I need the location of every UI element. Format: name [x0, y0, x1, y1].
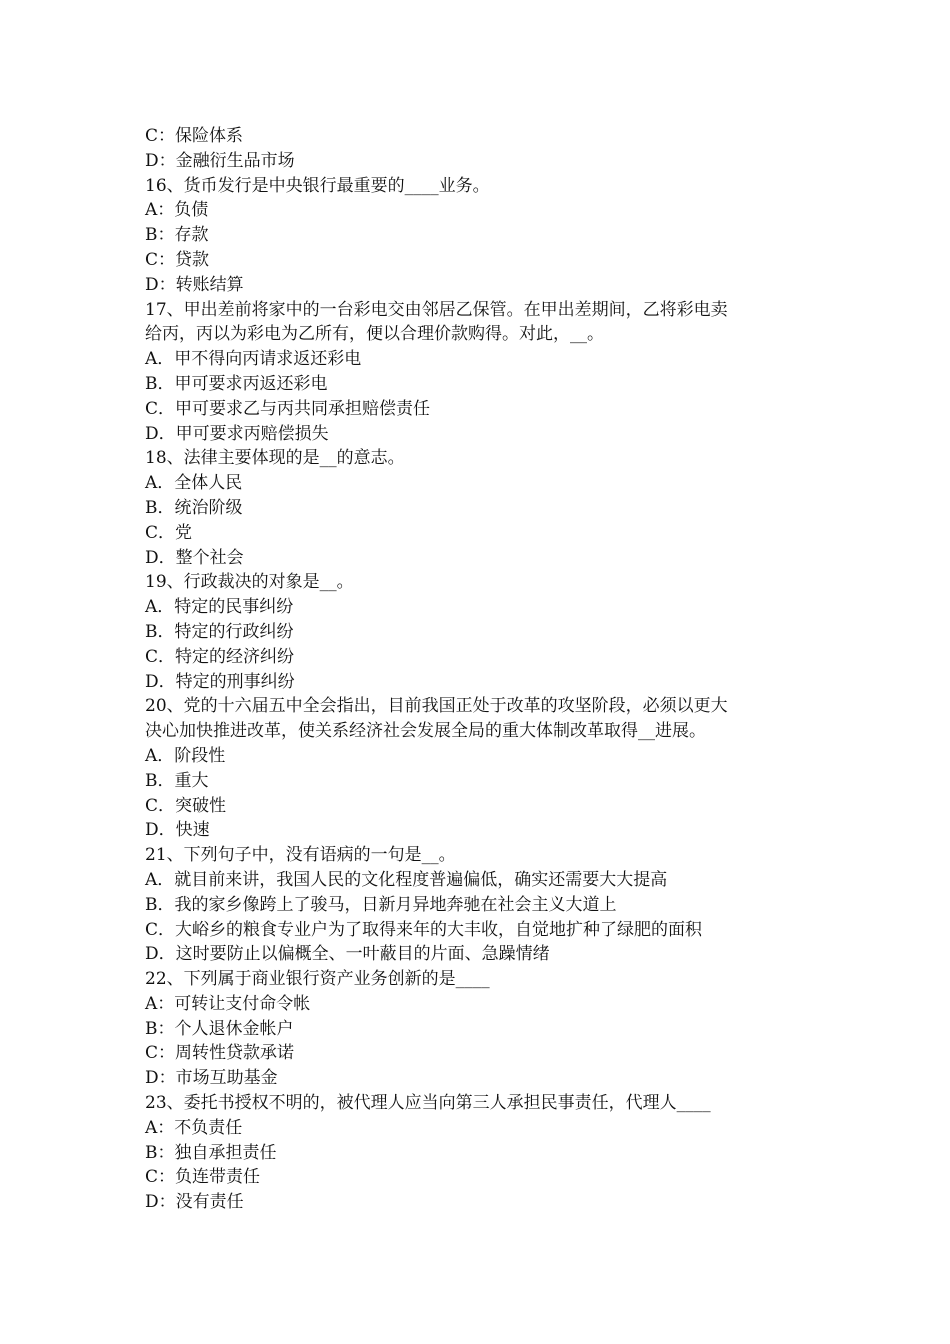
option-line: C．甲可要求乙与丙共同承担赔偿责任 — [145, 398, 431, 419]
option-line: C．特定的经济纠纷 — [145, 646, 295, 667]
question-line: 23、委托书授权不明的，被代理人应当向第三人承担民事责任，代理人____ — [145, 1093, 711, 1114]
question-line: 18、法律主要体现的是__的意志。 — [145, 448, 405, 469]
question-line: 17、甲出差前将家中的一台彩电交由邻居乙保管。在甲出差期间，乙将彩电卖 — [145, 299, 728, 320]
option-line: C：负连带责任 — [145, 1167, 261, 1188]
option-line: C．大峪乡的粮食专业户为了取得来年的大丰收，自觉地扩种了绿肥的面积 — [145, 919, 703, 940]
option-line: B．统治阶级 — [145, 497, 243, 518]
option-line: C．党 — [145, 522, 193, 543]
option-line: C：贷款 — [145, 249, 210, 270]
question-line: 19、行政裁决的对象是__。 — [145, 572, 354, 593]
option-line: B．我的家乡像跨上了骏马，日新月异地奔驰在社会主义大道上 — [145, 894, 617, 915]
option-line: D：金融衍生品市场 — [145, 150, 295, 171]
option-line: A：负债 — [145, 200, 209, 221]
option-line: A．甲不得向丙请求返还彩电 — [145, 349, 362, 370]
option-line: D．特定的刑事纠纷 — [145, 671, 295, 692]
option-line: A．特定的民事纠纷 — [145, 597, 294, 618]
option-line: D：没有责任 — [145, 1192, 244, 1213]
option-line: D．整个社会 — [145, 547, 244, 568]
option-line: D．这时要防止以偏概全、一叶蔽目的片面、急躁情绪 — [145, 944, 550, 965]
option-line: B：独自承担责任 — [145, 1142, 277, 1163]
option-line: A．全体人民 — [145, 473, 243, 494]
option-line: B．重大 — [145, 770, 209, 791]
option-line: A：可转让支付命令帐 — [145, 993, 311, 1014]
option-line: A：不负责任 — [145, 1117, 243, 1138]
option-line: D．快速 — [145, 820, 210, 841]
option-line: C：周转性贷款承诺 — [145, 1043, 295, 1064]
option-line: D：市场互助基金 — [145, 1068, 278, 1089]
option-line: B．甲可要求丙返还彩电 — [145, 373, 328, 394]
option-line: A．就目前来讲，我国人民的文化程度普遍偏低，确实还需要大大提高 — [145, 869, 668, 890]
question-line: 21、下列句子中，没有语病的一句是__。 — [145, 845, 456, 866]
question-line: 给丙，丙以为彩电为乙所有，便以合理价款购得。对此，__。 — [145, 324, 604, 345]
option-line: D．甲可要求丙赔偿损失 — [145, 423, 329, 444]
option-line: C：保险体系 — [145, 126, 244, 146]
question-line: 22、下列属于商业银行资产业务创新的是____ — [145, 969, 490, 990]
option-line: B．特定的行政纠纷 — [145, 621, 294, 642]
question-line: 20、党的十六届五中全会指出，目前我国正处于改革的攻坚阶段，必须以更大 — [145, 696, 728, 717]
document-page — [145, 124, 825, 1215]
option-line: B：存款 — [145, 225, 209, 246]
question-line: 16、货币发行是中央银行最重要的____业务。 — [145, 175, 490, 196]
option-line: A．阶段性 — [145, 745, 226, 766]
question-line: 决心加快推进改革，使关系经济社会发展全局的重大体制改革取得__进展。 — [145, 721, 706, 742]
option-line: C．突破性 — [145, 795, 227, 816]
option-line: B：个人退休金帐户 — [145, 1018, 294, 1039]
option-line: D：转账结算 — [145, 274, 244, 295]
